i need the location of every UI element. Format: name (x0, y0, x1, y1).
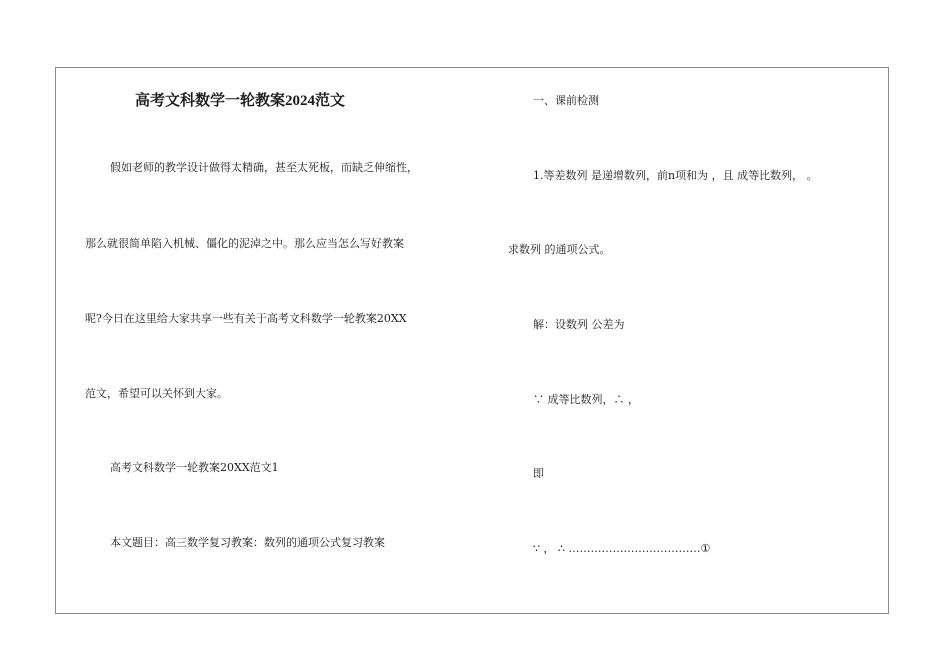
right-heading: 一、课前检测 (533, 94, 599, 107)
final-line: ∵ ， ∴ ………………………………① (533, 542, 711, 555)
paragraph-line-1: 假如老师的教学设计做得太精确，甚至太死板，而缺乏伸缩性， (110, 161, 418, 174)
topic-line: 本文题目：高三数学复习教案：数列的通项公式复习教案 (110, 536, 385, 549)
ji-line: 即 (533, 467, 544, 480)
paragraph-line-2: 那么就很简单陷入机械、僵化的泥淖之中。那么应当怎么写好教案 (85, 237, 404, 250)
solution-intro: 解：设数列 公差为 (533, 318, 625, 331)
paragraph-line-3: 呢?今日在这里给大家共享一些有关于高考文科数学一轮教案20XX (85, 312, 407, 325)
problem-line-1: 1.等差数列 是递增数列，前n项和为 ，且 成等比数列， 。 (533, 169, 818, 182)
page-frame (55, 67, 889, 614)
problem-line-2: 求数列 的通项公式。 (508, 243, 611, 256)
paragraph-line-4: 范文，希望可以关怀到大家。 (85, 387, 228, 400)
document-title: 高考文科数学一轮教案2024范文 (135, 93, 346, 109)
section-heading: 高考文科数学一轮教案20XX范文1 (110, 461, 279, 474)
because-line: ∵ 成等比数列，∴ ， (533, 393, 639, 406)
